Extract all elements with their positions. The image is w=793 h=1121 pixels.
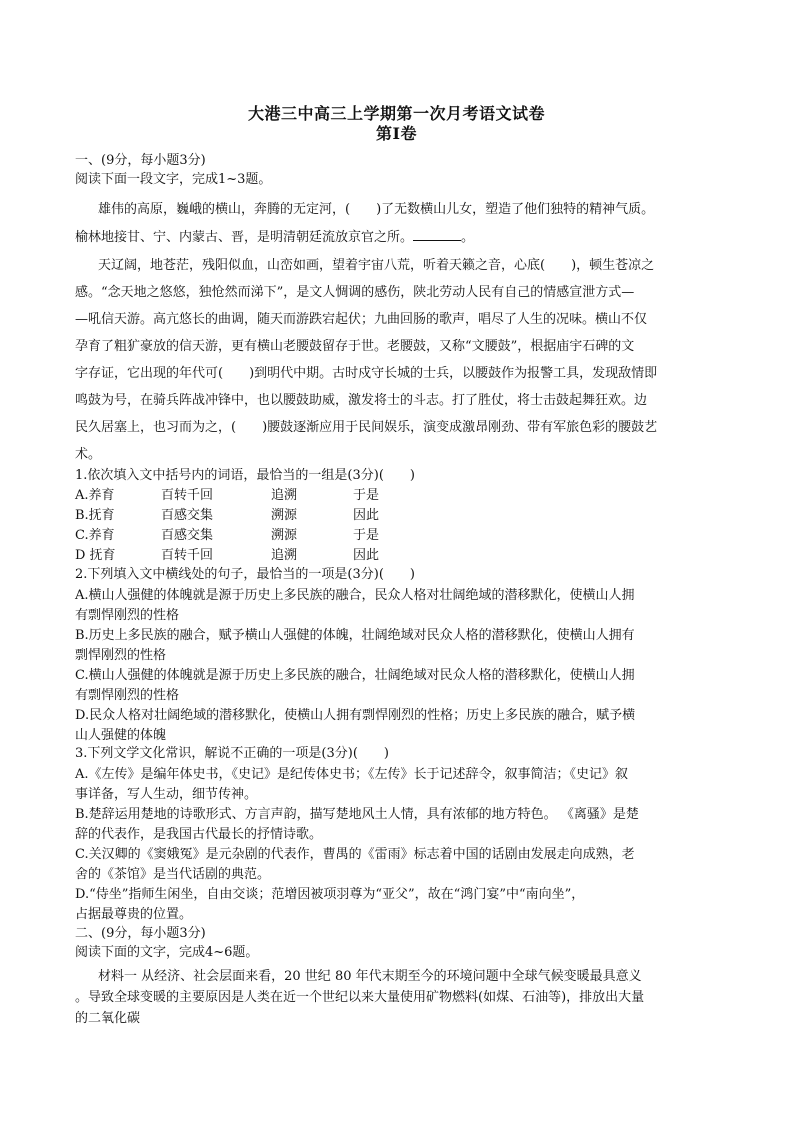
option-cell: 溯源 [271, 508, 298, 523]
option-cell: A.养育 [75, 488, 115, 503]
option-line: 剽悍刚烈的性格 [75, 648, 167, 663]
section2-heading: 二、(9分，每小题3分) [75, 926, 206, 941]
passage-text: 。 [461, 230, 475, 245]
passage-text: 榆林地接甘、宁、内蒙古、晋，是明清朝廷流放京官之所。 [75, 230, 414, 245]
passage-line: 的二氧化碳 [75, 1011, 141, 1026]
passage-line: 。导致全球变暖的主要原因是人类在近一个世纪以来大量使用矿物燃料(如煤、石油等)，排放出大量 [75, 990, 645, 1005]
option-cell: 追溯 [271, 548, 298, 563]
question-2-stem: 2.下列填入文中横线处的句子，最恰当的一项是(3分)( ) [75, 567, 415, 582]
passage-line: 字存证，它出现的年代可( )到明代中期。古时戍守长城的士兵，以腰鼓作为报警工具，发现敌情即 [75, 366, 658, 381]
option-line: C.关汉卿的《窦娥冤》是元杂剧的代表作，曹禺的《雷雨》标志着中国的话剧由发展走向成熟，老 [75, 847, 635, 862]
option-cell: 溯源 [271, 528, 298, 543]
option-cell: 于是 [353, 488, 380, 503]
question-1-stem: 1.依次填入文中括号内的词语，最恰当的一组是(3分)( ) [75, 468, 415, 483]
passage-line: 雄伟的高原，巍峨的横山，奔腾的无定河，( )了无数横山儿女，塑造了他们独特的精神气质。 [98, 202, 655, 217]
option-cell: 百转千回 [161, 488, 214, 503]
passage-line [75, 229, 474, 246]
option-line: A.横山人强健的体魄就是源于历史上多民族的融合，民众人格对壮阔绝域的潜移默化，使横山人拥 [75, 588, 635, 603]
option-line: 事详备，写人生动，细节传神。 [75, 787, 258, 802]
option-line: 有剽悍刚烈的性格 [75, 608, 180, 623]
option-cell: 于是 [353, 528, 380, 543]
option-line: C.横山人强健的体魄就是源于历史上多民族的融合，壮阔绝域对民众人格的潜移默化，使横山人拥 [75, 668, 635, 683]
option-line: D.“侍坐”指师生闲坐，自由交谈；范增因被项羽尊为“亚父”，故在“鸿门宴”中“南向坐”， [75, 887, 585, 902]
passage-line: 鸣鼓为号，在骑兵阵战冲锋中，也以腰鼓助威，激发将士的斗志。打了胜仗，将士击鼓起舞狂欢。边 [75, 393, 648, 408]
passage-line: 民久居塞上，也习而为之，( )腰鼓逐渐应用于民间娱乐，演变成激昂刚劲、带有军旅色彩的腰鼓艺 [75, 420, 658, 435]
option-cell: C.养育 [75, 528, 115, 543]
option-line: B.历史上多民族的融合，赋予横山人强健的体魄，壮阔绝域对民众人格的潜移默化，使横山人拥有 [75, 628, 635, 643]
option-cell: 百感交集 [161, 508, 214, 523]
option-line: 占据最尊贵的位置。 [75, 907, 193, 922]
fill-blank [413, 229, 461, 241]
option-line: D.民众人格对壮阔绝域的潜移默化，使横山人拥有剽悍刚烈的性格；历史上多民族的融合，赋予横 [75, 708, 636, 723]
option-cell: 因此 [353, 508, 380, 523]
option-line: 山人强健的体魄 [75, 728, 167, 743]
option-cell: 百感交集 [161, 528, 214, 543]
option-cell: 百转千回 [161, 548, 214, 563]
option-line: 舍的《茶馆》是当代话剧的典范。 [75, 867, 271, 882]
option-cell: 追溯 [271, 488, 298, 503]
option-cell: B.抚育 [75, 508, 115, 523]
passage-line: 感。“念天地之悠悠，独怆然而涕下”，是文人惆调的感伤，陕北劳动人民有自己的情感宣泄方式— [75, 285, 635, 300]
section1-heading: 一、(9分，每小题3分) [75, 153, 206, 168]
passage-line: 术。 [75, 447, 102, 462]
exam-title: 大港三中高三上学期第一次月考语文试卷 [247, 104, 545, 123]
passage-line: 天辽阔，地苍茫，残阳似血，山峦如画，望着宇宙八荒，听着天籁之音，心底( )，顿生苍凉之 [98, 258, 655, 273]
option-line: 有剽悍刚烈的性格 [75, 688, 180, 703]
question-3-stem: 3.下列文学文化常识，解说不正确的一项是(3分)( ) [75, 746, 389, 761]
option-line: B.楚辞运用楚地的诗歌形式、方言声韵，描写楚地风土人情，具有浓郁的地方特色。 《离骚》是楚 [75, 807, 639, 822]
option-cell: D 抚育 [75, 548, 116, 563]
passage-line: 孕育了粗犷豪放的信天游，更有横山老腰鼓留存于世。老腰鼓，又称“文腰鼓”，根据庙宇石碑的文 [75, 339, 635, 354]
passage-line: 材料一 从经济、社会层面来看，20 世纪 80 年代末期至今的环境问题中全球气候变暖最具意义 [98, 969, 642, 984]
option-cell: 因此 [353, 548, 380, 563]
option-line: A.《左传》是编年体史书，《史记》是纪传体史书；《左传》长于记述辞令，叙事简洁；《史记》叙 [75, 767, 629, 782]
volume-title: 第Ⅰ卷 [376, 124, 417, 143]
section1-instruction: 阅读下面一段文字，完成1~3题。 [75, 172, 272, 187]
passage-line: —吼信天游。高亢悠长的曲调，随天而游跌宕起伏；九曲回肠的歌声，唱尽了人生的况味。横山不仅 [75, 312, 648, 327]
section2-instruction: 阅读下面的文字，完成4~6题。 [75, 945, 259, 960]
option-line: 辞的代表作，是我国古代最长的抒情诗歌。 [75, 827, 323, 842]
